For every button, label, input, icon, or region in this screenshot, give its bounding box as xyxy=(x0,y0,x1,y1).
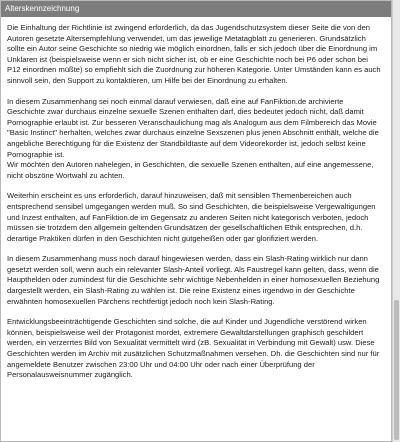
scrollbar-thumb[interactable] xyxy=(394,300,399,440)
paragraph-slash-rating: In diesem Zusammenhang muss noch darauf hingewiesen werden, dass ein Slash-Rating wirklich nur dann gesetzt werden soll, wenn auch ein relevanter Slash-Anteil vorliegt. Als Faustregel kann gelten, dass, wenn die Haupthelden oder zumindest für die Geschichte sehr wichtige Nebenhelden in einer homosexuellen Beziehung dargestellt werden, ein Slash-Rating zu wählen ist. Die reine Existenz eines irgendwo in der Geschichte erwähnten homosexuellen Pärchens rechtfertigt jedoch noch kein Slash-Rating. xyxy=(7,254,380,306)
panel-content xyxy=(1,17,391,381)
vertical-scrollbar[interactable] xyxy=(392,0,400,442)
panel-title: Alterskennzeichnung xyxy=(1,1,391,17)
paragraph-sensitive-topics: Weiterhin erscheint es uns erforderlich, darauf hinzuweisen, daß mit sensiblen Themenbereichen auch entsprechend sensibel umgegangen werden muß. So sind Geschichten, die beispielsweise Vergewaltigungen und Inzest enthalten, auf FanFiktion.de im Gegensatz zu anderen Seiten nicht kategorisch verboten, jedoch müssen sie trotzdem den allgemein geltenden Grundsätzen der gesellschaftlichen Ethik entsprechen, d.h. derartige Praktiken dürfen in den Geschichten nicht gutgeheißen oder gar glorifiziert werden. xyxy=(7,191,376,243)
paragraph-sexual-content: In diesem Zusammenhang sei noch einmal darauf verwiesen, daß eine auf FanFiktion.de archivierte Geschichte zwar durchaus einzelne sexuelle Szenen enthalten darf, dies bedeutet jedoch nicht, daß damit Pornographie erlaubt ist. Zur besseren Veranschaulichung mag als Analogum aus dem Filmbereich das Movie "Basic Instinct" herhalten, welches zwar durchaus einzelne Sexszenen plus jenen Abschnitt enthält, welche die angebliche Berechtigung für die Existenz der Standbildtaste auf dem Videorekorder ist, jedoch selbst keine Pornographie ist. Wir möchten den Autoren nahelegen, in Geschichten, die sexuelle Szenen enthalten, auf eine angemessene, nicht obszöne Wortwahl zu achten. xyxy=(7,96,379,180)
paragraph-harmful-stories: Entwicklungsbeeinträchtigende Geschichten sind solche, die auf Kinder und Jugendliche verstörend wirken können, beispielsweise weil der Protagonist mordet, extremere Gewaltdarstellungen graphisch geschildert werden, ein verzerrtes Bild von Sexualität vermittelt wird (zB. Sexualität in Verbindung mit Gewalt) usw. Diese Geschichten werden im Archiv mit zusätzlichen Schutzmaßnahmen versehen. Dh. die Geschichten sind nur für angemeldete Benutzer zwischen 23:00 Uhr und 04:00 Uhr oder nach einer Überprüfung der Personalausweisnummer zugänglich. xyxy=(7,317,380,380)
paragraph-rating-guideline: Die Einhaltung der Richtlinie ist zwingend erforderlich, da das Jugendschutzsystem dieser Seite die von den Autoren gesetzte Altersempfehlung verwendet, um das jeweilige Metatagblatt zu generieren. Grundsätzlich sollte ein Autor seine Geschichte so niedrig wie möglich einordnen, falls er sich jedoch über die Einordnung im Unklaren ist (beispielsweise wenn er sich nicht sicher ist, ob er eine Geschichte noch bei P6 oder schon bei P12 einordnen müßte) so empfiehlt sich die Zuordnung zur höheren Kategorie. Unter Umständen kann es auch sinnvoll sein, den Support zu kontaktieren, um Hilfe bei der Einordnung zu erhalten. xyxy=(7,23,381,85)
